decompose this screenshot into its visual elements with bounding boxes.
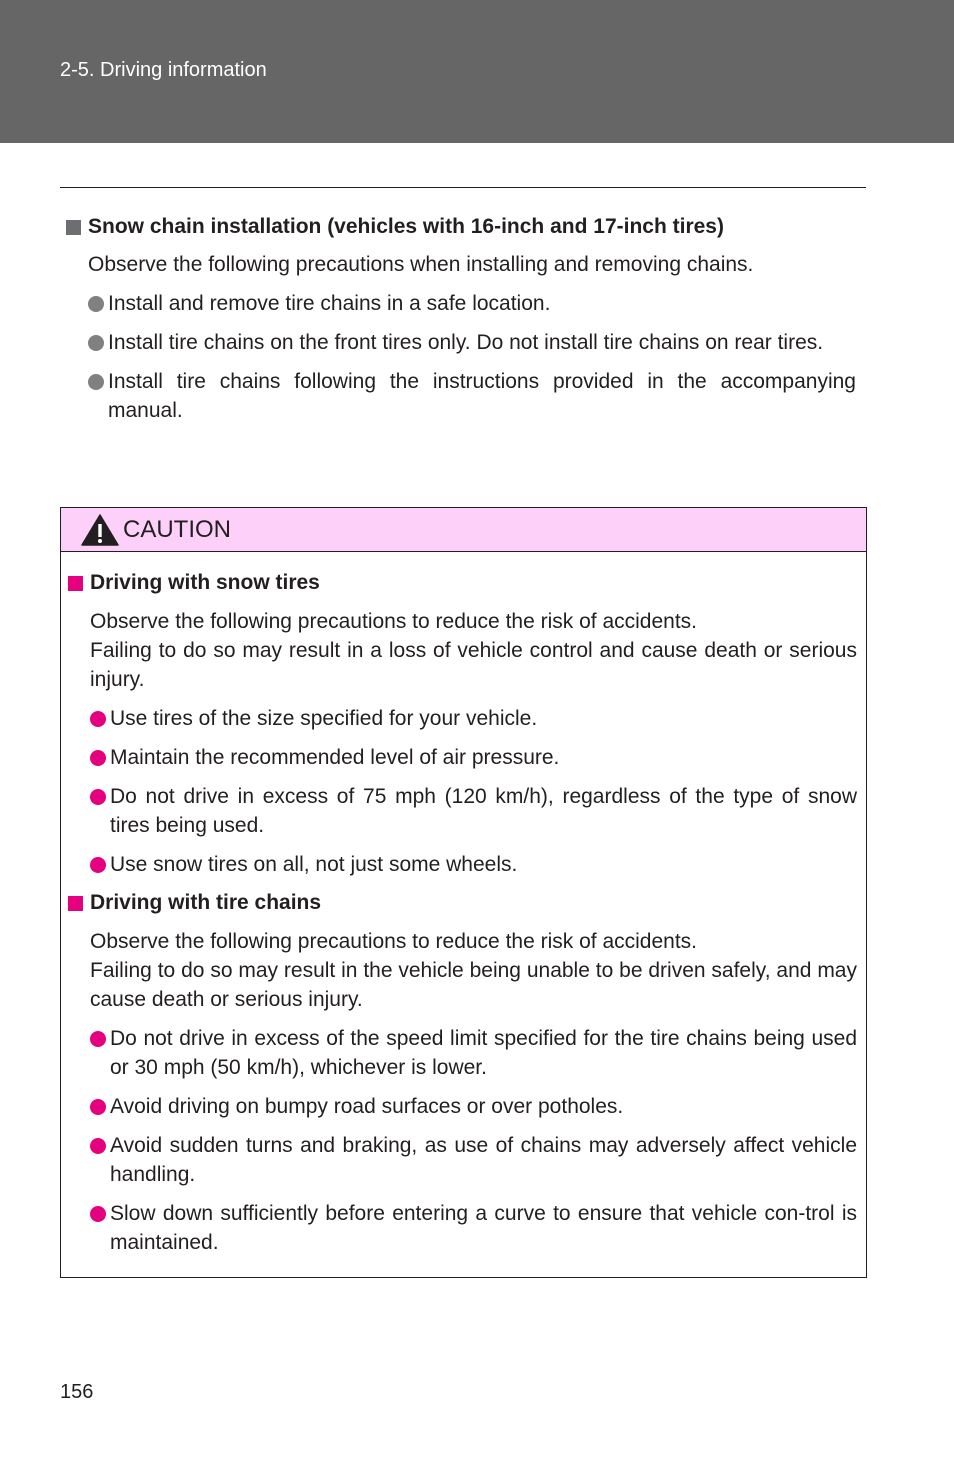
bullet-dot-icon [90,857,106,873]
snow-tires-intro: Observe the following precautions to reduce the risk of accidents. [90,610,697,633]
snow-chain-intro: Observe the following precautions when installing and removing chains. [88,253,754,276]
bullet-dot-icon [88,335,104,351]
tire-chains-heading: Driving with tire chains [90,891,322,914]
caution-label: CAUTION [123,515,231,543]
snow-chain-heading: Snow chain installation (vehicles with 16-inch and 17-inch tires) [88,215,724,238]
bullet-dot-icon [90,1206,106,1222]
bullet-dot-icon [90,750,106,766]
caution-header [61,508,866,552]
list-item: Install tire chains on the front tires only. Do not install tire chains on rear tires. [88,328,856,357]
caution-body [61,552,866,1257]
tire-chains-heading-row [68,888,857,918]
list-item: Install and remove tire chains in a safe location. [88,289,856,318]
page-header [0,0,954,143]
bullet-dot-icon [90,1138,106,1154]
bullet-dot-icon [88,296,104,312]
bullet-dot-icon [90,1099,106,1115]
tire-chains-warning: Failing to do so may result in the vehicle being unable to be driven safely, and may cause death or serious injury. [90,959,857,1011]
list-item: Do not drive in excess of the speed limit specified for the tire chains being used or 30 mph (50 km/h), whichever is lower. [90,1024,857,1082]
snow-tires-warning: Failing to do so may result in a loss of vehicle control and cause death or serious injury. [90,639,857,691]
snow-tires-heading-row [68,568,857,598]
bullet-dot-icon [90,1031,106,1047]
bullet-dot-icon [90,789,106,805]
snow-tires-heading: Driving with snow tires [90,571,320,594]
list-item: Use snow tires on all, not just some wheels. [90,850,857,879]
tire-chains-intro: Observe the following precautions to reduce the risk of accidents. [90,930,697,953]
list-item: Slow down sufficiently before entering a curve to ensure that vehicle con-trol is maintained. [90,1199,857,1257]
list-item: Avoid driving on bumpy road surfaces or over potholes. [90,1092,857,1121]
caution-box [60,507,867,1278]
divider [60,187,866,188]
section-title: 2-5. Driving information [60,59,267,81]
square-icon [68,576,83,591]
list-item: Avoid sudden turns and braking, as use of chains may adversely affect vehicle handling. [90,1131,857,1189]
list-item: Use tires of the size specified for your vehicle. [90,704,857,733]
square-icon [66,220,81,235]
square-icon [68,896,83,911]
warning-triangle-icon [81,514,119,546]
snow-chain-section [66,212,856,425]
list-item: Do not drive in excess of 75 mph (120 km/h), regardless of the type of snow tires being used. [90,782,857,840]
list-item: Maintain the recommended level of air pressure. [90,743,857,772]
page-number: 156 [60,1381,94,1403]
bullet-dot-icon [90,711,106,727]
bullet-dot-icon [88,374,104,390]
list-item: Install tire chains following the instructions provided in the accompanying manual. [88,367,856,425]
snow-chain-heading-row [66,212,856,242]
